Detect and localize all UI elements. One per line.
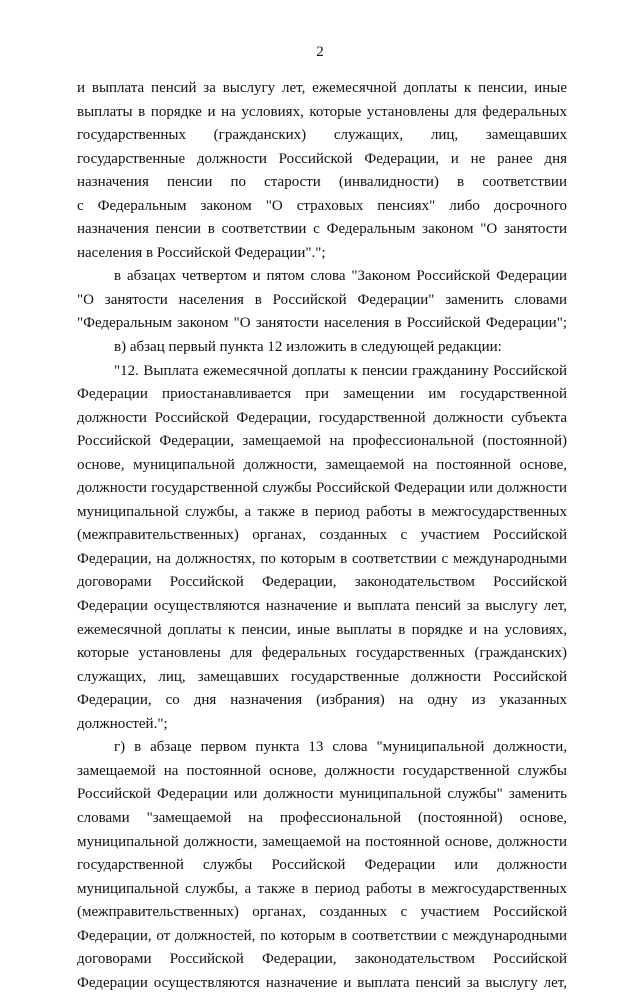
- text-line: замещаемой на постоянной основе, должности государственной службы: [77, 762, 567, 779]
- text-line: государственные должности Российской Федерации, и не ранее дня: [77, 150, 567, 167]
- text-line: Федерации, со дня назначения (избрания) на одну из указанных: [77, 692, 567, 709]
- text-line: основе, муниципальной должности, замещаемой на постоянной основе,: [77, 456, 567, 473]
- text-line: (межправительственных) органах, созданных с участием Российской: [77, 527, 567, 544]
- text-line: в) абзац первый пункта 12 изложить в следующей редакции:: [114, 339, 502, 356]
- text-line: Российской Федерации, замещаемой на профессиональной (постоянной): [77, 433, 567, 450]
- text-line: государственной службы Российской Федерации или должности: [77, 857, 567, 874]
- text-line: Федерации, на должностях, по которым в соответствии с международными: [77, 550, 567, 567]
- page-number: 2: [316, 44, 324, 60]
- text-line: Федерации осуществляются назначение и выплата пенсий за выслугу лет,: [77, 598, 567, 615]
- text-line: должностей.";: [77, 715, 168, 732]
- text-line: "О занятости населения в Российской Федерации" заменить словами: [77, 291, 567, 308]
- text-line: муниципальной службы, а также в период работы в межгосударственных: [77, 503, 567, 520]
- text-line: населения в Российской Федерации".";: [77, 244, 326, 261]
- text-line: муниципальной службы, а также в период работы в межгосударственных: [77, 880, 567, 897]
- text-line: "12. Выплата ежемесячной доплаты к пенсии гражданину Российской: [114, 362, 567, 379]
- text-line: выплаты в порядке и на условиях, которые установлены для федеральных: [77, 103, 567, 120]
- text-line: словами "замещаемой на профессиональной (постоянной) основе,: [77, 809, 567, 826]
- text-line: муниципальной должности, замещаемой на постоянной основе, должности: [77, 833, 567, 850]
- text-line: назначения пенсии по старости (инвалидности) в соответствии: [77, 174, 567, 191]
- text-line: договорами Российской Федерации, законодательством Российской: [77, 574, 567, 591]
- text-line: с Федеральным законом "О страховых пенсиях" либо досрочного: [77, 197, 567, 214]
- text-line: должности Российской Федерации, государственной должности субъекта: [77, 409, 567, 426]
- text-line: Федерации приостанавливается при замещении им государственной: [77, 386, 567, 403]
- text-line: договорами Российской Федерации, законодательством Российской: [77, 951, 567, 968]
- text-line: "Федеральным законом "О занятости населения в Российской Федерации";: [77, 315, 567, 332]
- text-line: государственных (гражданских) служащих, лиц, замещавших: [77, 127, 567, 144]
- document-body: [77, 77, 567, 995]
- text-line: Российской Федерации или должности муниципальной службы" заменить: [77, 786, 567, 803]
- text-line: назначения пенсии в соответствии с Федеральным законом "О занятости: [77, 221, 567, 238]
- text-line: Федерации, от должностей, по которым в соответствии с международными: [77, 927, 567, 944]
- text-line: служащих, лиц, замещавших государственные должности Российской: [77, 668, 567, 685]
- text-line: Федерации осуществляются назначение и выплата пенсий за выслугу лет,: [77, 974, 567, 991]
- text-line: г) в абзаце первом пункта 13 слова "муниципальной должности,: [114, 739, 567, 756]
- text-line: должности государственной службы Российской Федерации или должности: [77, 480, 567, 497]
- text-line: (межправительственных) органах, созданных с участием Российской: [77, 904, 567, 921]
- text-line: которые установлены для федеральных государственных (гражданских): [77, 645, 567, 662]
- text-line: ежемесячной доплаты к пенсии, иные выплаты в порядке и на условиях,: [77, 621, 567, 638]
- text-line: в абзацах четвертом и пятом слова "Законом Российской Федерации: [114, 268, 567, 285]
- text-line: и выплата пенсий за выслугу лет, ежемесячной доплаты к пенсии, иные: [77, 80, 567, 96]
